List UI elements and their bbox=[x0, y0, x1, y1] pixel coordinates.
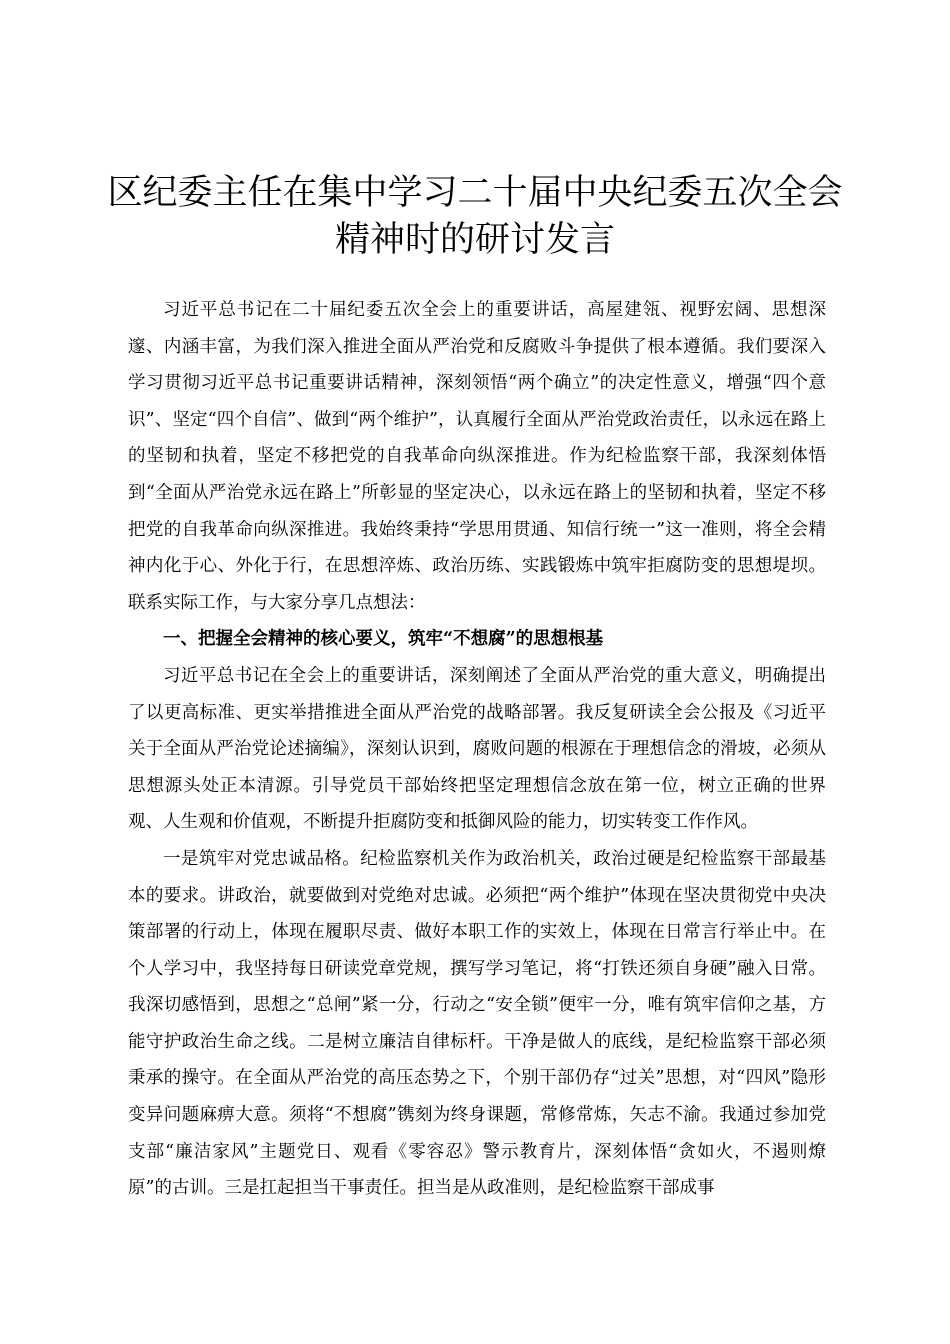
section-1-paragraph: 习近平总书记在全会上的重要讲话，深刻阐述了全面从严治党的重大意义，明确提出了以更高标准、更实举措推进全面从严治党的战略部署。我反复研读全会公报及《习近平关于全面从严治党论述摘编》，深刻认识到，腐败问题的根源在于理想信念的滑坡，必须从思想源头处正本清源。引导党员干部始终把坚定理想信念放在第一位，树立正确的世界观、人生观和价值观，不断提升拒腐防变和抵御风险的能力，切实转变工作作风。 bbox=[128, 665, 826, 833]
document-title: 区纪委主任在集中学习二十届中央纪委五次全会精神时的研讨发言 bbox=[107, 173, 843, 260]
intro-paragraph: 习近平总书记在二十届纪委五次全会上的重要讲话，高屋建瓴、视野宏阔、思想深邃、内涵丰富，为我们深入推进全面从严治党和反腐败斗争提供了根本遵循。我们要深入学习贯彻习近平总书记重要讲话精神，深刻领悟“两个确立”的决定性意义，增强“四个意识”、坚定“四个自信”、做到“两个维护”，认真履行全面从严治党政治责任，以永远在路上的坚韧和执着，坚定不移把党的自我革命向纵深推进。作为纪检监察干部，我深刻体悟到“全面从严治党永远在路上”所彰显的坚定决心，以永远在路上的坚韧和执着，坚定不移把党的自我革命向纵深推进。我始终秉持“学思用贯通、知信行统一”这一准则，将全会精神内化于心、外化于行，在思想淬炼、政治历练、实践锻炼中筑牢拒腐防变的思想堤坝。联系实际工作，与大家分享几点想法： bbox=[128, 300, 826, 613]
section-heading-1: 一、把握全会精神的核心要义，筑牢“不想腐”的思想根基 bbox=[163, 629, 604, 650]
section-1-points-paragraph: 一是筑牢对党忠诚品格。纪检监察机关作为政治机关，政治过硬是纪检监察干部最基本的要求。讲政治，就要做到对党绝对忠诚。必须把“两个维护”体现在坚决贯彻党中央决策部署的行动上，体现在履职尽责、做好本职工作的实效上，体现在日常言行举止中。在个人学习中，我坚持每日研读党章党规，撰写学习笔记，将“打铁还须自身硬”融入日常。我深切感悟到，思想之“总闸”紧一分，行动之“安全锁”便牢一分，唯有筑牢信仰之基，方能守护政治生命之线。二是树立廉洁自律标杆。干净是做人的底线，是纪检监察干部必须秉承的操守。在全面从严治党的高压态势之下，个别干部仍存“过关”思想，对“四风”隐形变异问题麻痹大意。须将“不想腐”镌刻为终身课题，常修常炼，矢志不渝。我通过参加党支部“廉洁家风”主题党日、观看《零容忍》警示教育片，深刻体悟“贪如火，不遏则燎原”的古训。三是扛起担当干事责任。担当是从政准则，是纪检监察干部成事 bbox=[128, 848, 826, 1199]
document-body bbox=[128, 292, 826, 1207]
